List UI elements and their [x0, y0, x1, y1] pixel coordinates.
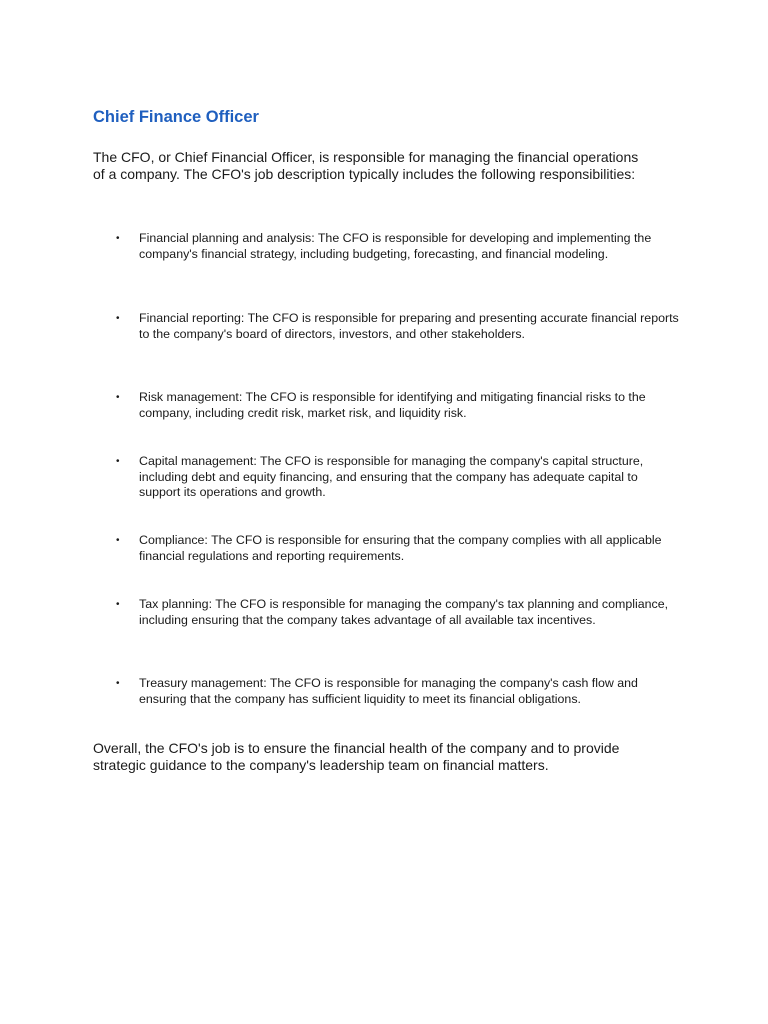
bullet-icon: • [116, 313, 120, 324]
bullet-icon: • [116, 535, 120, 546]
list-item-text: Financial planning and analysis: The CFO is responsible for developing and implementing the company's financial strategy, including budgeting, forecasting, and financial modeling. [139, 231, 652, 261]
list-item [93, 231, 693, 311]
list-item [93, 676, 693, 736]
list-item-text: Tax planning: The CFO is responsible for managing the company's tax planning and compliance, including ensuring that the company takes advantage of all available tax incentives. [139, 597, 669, 627]
list-item [93, 533, 693, 597]
bullet-icon: • [116, 392, 120, 403]
list-item [93, 390, 693, 454]
list-item-text: Capital management: The CFO is responsible for managing the company's capital structure, including debt and equity financing, and ensuring that the company has adequate capital to support its operations and growth. [139, 454, 644, 500]
responsibilities-list [93, 231, 693, 736]
conclusion-paragraph: Overall, the CFO's job is to ensure the financial health of the company and to provide strategic guidance to the company's leadership team on financial matters. [93, 740, 620, 773]
page-title: Chief Finance Officer [93, 108, 259, 126]
list-item [93, 311, 693, 390]
list-item-text: Financial reporting: The CFO is responsible for preparing and presenting accurate financial reports to the company's board of directors, investors, and other stakeholders. [139, 311, 679, 341]
list-item-text: Compliance: The CFO is responsible for ensuring that the company complies with all applicable financial regulations and reporting requirements. [139, 533, 662, 563]
bullet-icon: • [116, 456, 120, 467]
list-item [93, 454, 693, 533]
list-item [93, 597, 693, 676]
bullet-icon: • [116, 233, 120, 244]
bullet-icon: • [116, 599, 120, 610]
bullet-icon: • [116, 678, 120, 689]
list-item-text: Risk management: The CFO is responsible for identifying and mitigating financial risks to the company, including credit risk, market risk, and liquidity risk. [139, 390, 646, 420]
list-item-text: Treasury management: The CFO is responsible for managing the company's cash flow and ensuring that the company has sufficient liquidity to meet its financial obligations. [139, 676, 638, 706]
intro-paragraph: The CFO, or Chief Financial Officer, is responsible for managing the financial operations of a company. The CFO's job description typically includes the following responsibilities: [93, 149, 639, 182]
